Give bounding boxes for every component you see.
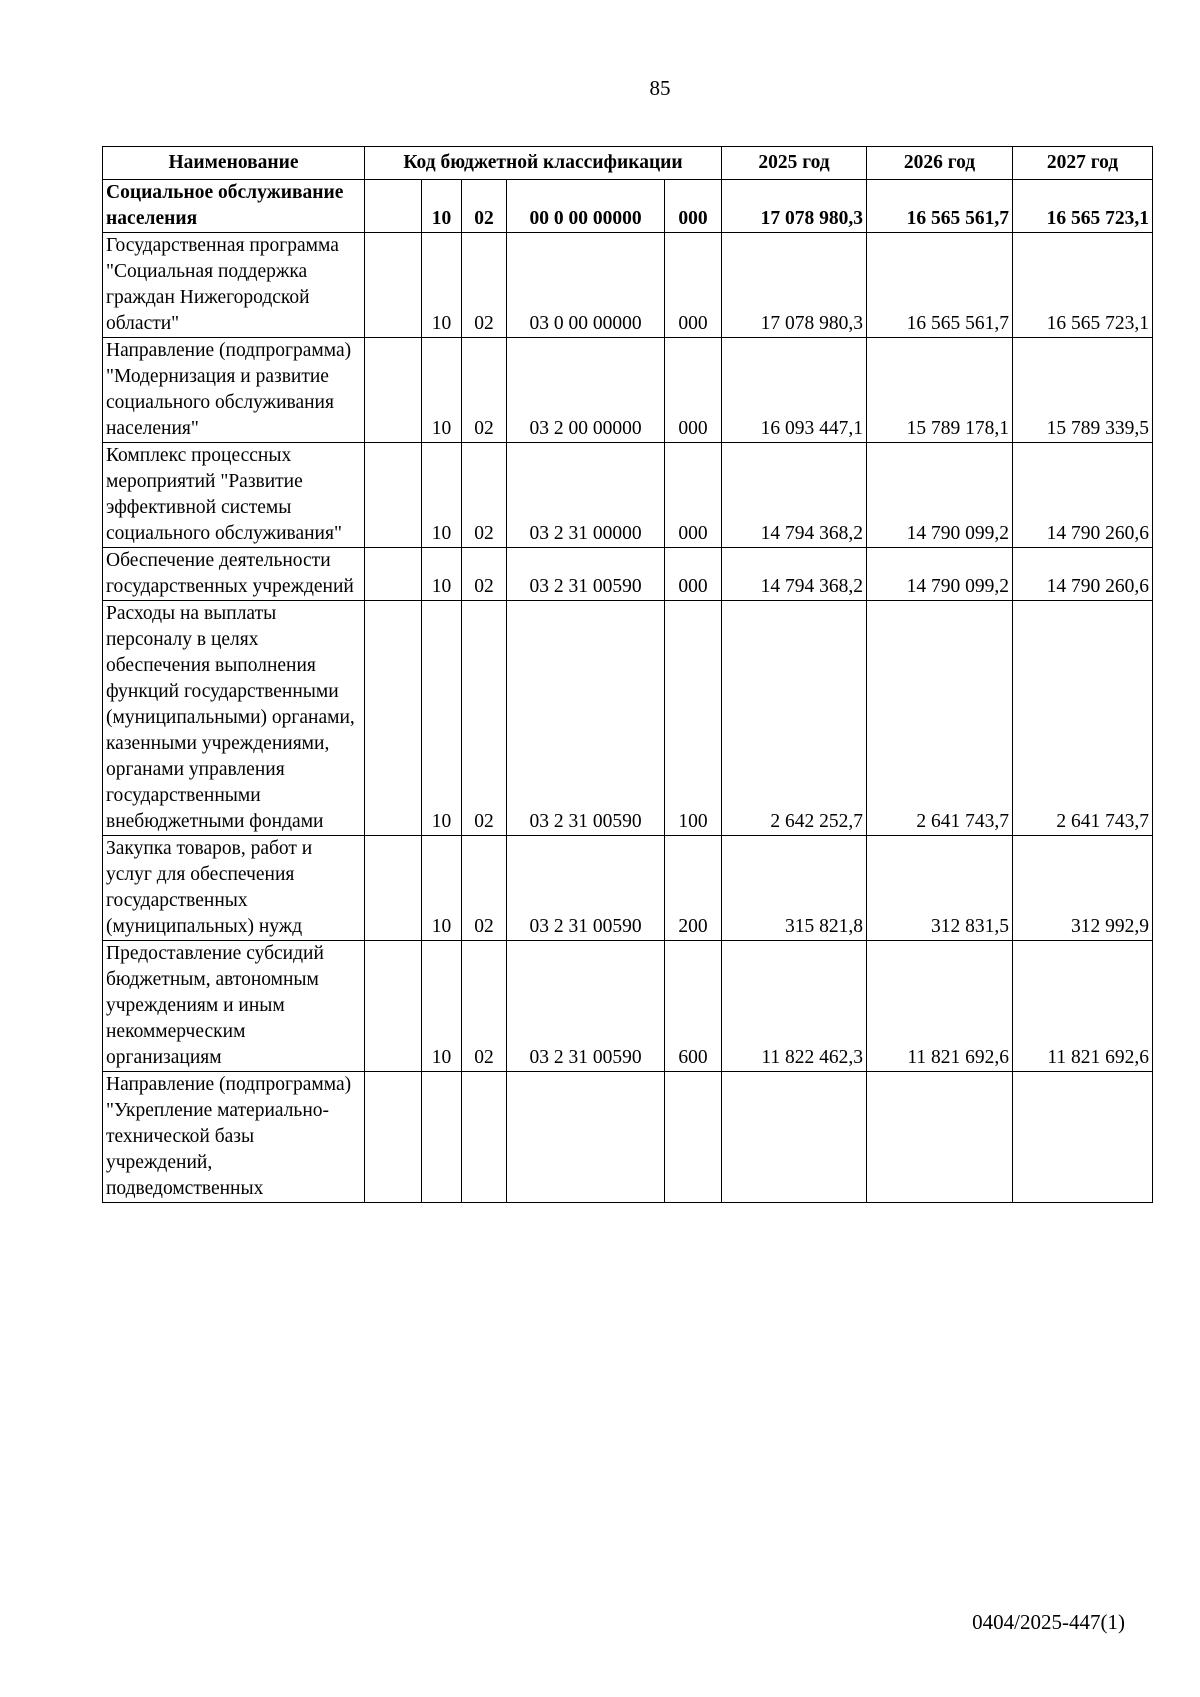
row-code-subsection: 02 [462,443,507,548]
table-header-row [103,147,1153,180]
row-code-section [422,1072,462,1203]
row-code-subsection: 02 [462,941,507,1072]
row-code-target: 03 2 31 00590 [507,548,665,601]
row-code-subsection: 02 [462,180,507,233]
header-2025: 2025 год [722,147,867,180]
row-value-2027: 16 565 723,1 [1013,233,1153,338]
row-value-2025 [722,1072,867,1203]
row-value-2025: 11 822 462,3 [722,941,867,1072]
row-value-2025: 17 078 980,3 [722,233,867,338]
row-name: Социальное обслуживание населения [103,180,365,233]
row-code-blank [365,836,422,941]
budget-table [102,146,1153,1203]
header-budget-code: Код бюджетной классификации [365,147,722,180]
row-code-blank [365,941,422,1072]
table-row [103,941,1153,1072]
row-code-subsection: 02 [462,233,507,338]
row-value-2026: 15 789 178,1 [867,338,1013,443]
row-code-subsection: 02 [462,836,507,941]
row-value-2027: 312 992,9 [1013,836,1153,941]
row-code-blank [365,233,422,338]
row-code-target: 03 2 31 00000 [507,443,665,548]
row-code-expense-type: 000 [665,548,722,601]
row-value-2025: 2 642 252,7 [722,601,867,836]
row-name: Государственная программа "Социальная поддержка граждан Нижегородской области" [103,233,365,338]
row-code-section: 10 [422,443,462,548]
row-name: Направление (подпрограмма) "Укрепление материально-технической базы учреждений, подведомственных [103,1072,365,1203]
row-value-2027: 2 641 743,7 [1013,601,1153,836]
row-code-subsection: 02 [462,548,507,601]
row-value-2026: 16 565 561,7 [867,233,1013,338]
row-value-2025: 16 093 447,1 [722,338,867,443]
table-row [103,338,1153,443]
row-code-target: 00 0 00 00000 [507,180,665,233]
row-value-2027: 14 790 260,6 [1013,443,1153,548]
row-name: Расходы на выплаты персоналу в целях обеспечения выполнения функций государственными (муниципальными) органами, казенными учреждениями, органами управления государственными внебюджетными фондами [103,601,365,836]
row-code-blank [365,338,422,443]
table-row [103,836,1153,941]
row-code-expense-type [665,1072,722,1203]
row-code-target: 03 0 00 00000 [507,233,665,338]
row-name: Обеспечение деятельности государственных учреждений [103,548,365,601]
row-code-expense-type: 200 [665,836,722,941]
row-value-2026: 14 790 099,2 [867,443,1013,548]
row-code-blank [365,548,422,601]
row-code-expense-type: 100 [665,601,722,836]
table-row [103,548,1153,601]
header-2026: 2026 год [867,147,1013,180]
row-value-2025: 17 078 980,3 [722,180,867,233]
row-value-2027: 14 790 260,6 [1013,548,1153,601]
row-code-section: 10 [422,180,462,233]
row-code-subsection: 02 [462,338,507,443]
row-code-expense-type: 000 [665,338,722,443]
row-value-2026: 11 821 692,6 [867,941,1013,1072]
row-code-section: 10 [422,338,462,443]
row-value-2027: 15 789 339,5 [1013,338,1153,443]
row-code-blank [365,180,422,233]
row-code-section: 10 [422,941,462,1072]
row-code-expense-type: 600 [665,941,722,1072]
table-row [103,1072,1153,1203]
header-name: Наименование [103,147,365,180]
row-name: Направление (подпрограмма) "Модернизация и развитие социального обслуживания населения" [103,338,365,443]
row-value-2026: 16 565 561,7 [867,180,1013,233]
row-code-blank [365,443,422,548]
row-code-section: 10 [422,548,462,601]
table-row [103,233,1153,338]
row-code-section: 10 [422,233,462,338]
row-code-target: 03 2 31 00590 [507,836,665,941]
row-value-2026 [867,1072,1013,1203]
row-code-subsection [462,1072,507,1203]
row-code-blank [365,1072,422,1203]
row-code-expense-type: 000 [665,233,722,338]
row-value-2026: 312 831,5 [867,836,1013,941]
row-value-2026: 14 790 099,2 [867,548,1013,601]
row-name: Комплекс процессных мероприятий "Развитие эффективной системы социального обслуживания" [103,443,365,548]
row-value-2026: 2 641 743,7 [867,601,1013,836]
row-code-section: 10 [422,601,462,836]
row-value-2027: 16 565 723,1 [1013,180,1153,233]
row-code-target: 03 2 00 00000 [507,338,665,443]
row-code-target [507,1072,665,1203]
row-code-expense-type: 000 [665,180,722,233]
row-name: Закупка товаров, работ и услуг для обеспечения государственных (муниципальных) нужд [103,836,365,941]
row-code-target: 03 2 31 00590 [507,601,665,836]
row-value-2025: 14 794 368,2 [722,548,867,601]
header-2027: 2027 год [1013,147,1153,180]
table-row [103,601,1153,836]
row-value-2027: 11 821 692,6 [1013,941,1153,1072]
row-code-target: 03 2 31 00590 [507,941,665,1072]
row-value-2027 [1013,1072,1153,1203]
row-value-2025: 14 794 368,2 [722,443,867,548]
document-code: 0404/2025-447(1) [972,1610,1125,1634]
table-row [103,443,1153,548]
row-code-blank [365,601,422,836]
row-code-expense-type: 000 [665,443,722,548]
row-name: Предоставление субсидий бюджетным, автономным учреждениям и иным некоммерческим организациям [103,941,365,1072]
page-number: 85 [649,76,671,100]
row-value-2025: 315 821,8 [722,836,867,941]
table-row [103,180,1153,233]
row-code-section: 10 [422,836,462,941]
row-code-subsection: 02 [462,601,507,836]
